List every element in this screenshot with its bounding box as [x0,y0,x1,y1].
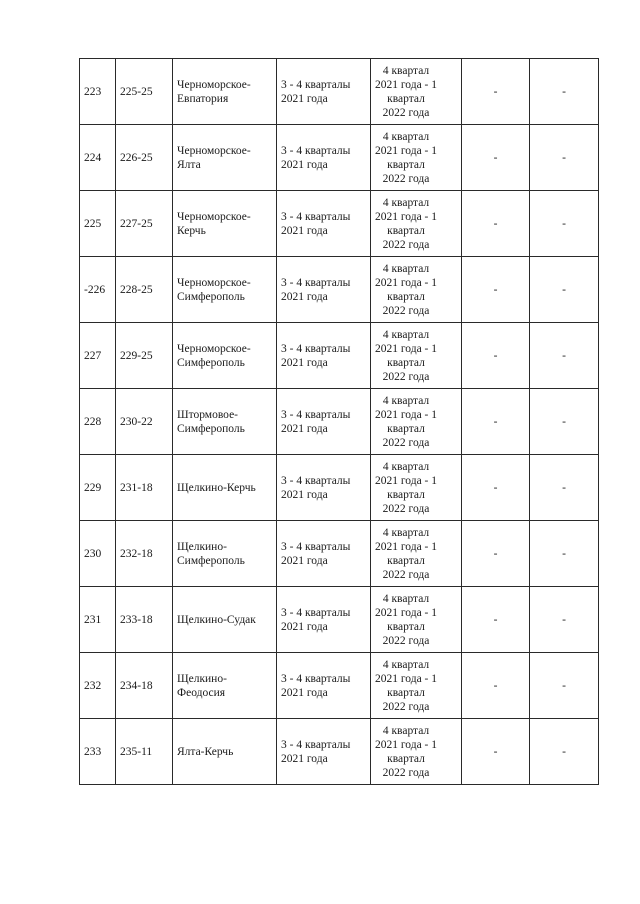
term-cell [371,125,462,191]
row-number-cell: 227 [80,323,116,389]
period-text: 3 - 4 кварталы 2021 года [281,78,351,105]
period-text: 3 - 4 кварталы 2021 года [281,672,351,699]
period-text: 3 - 4 кварталы 2021 года [281,540,351,567]
table-row [80,323,599,389]
route-code-cell: 228-25 [116,257,173,323]
term-text: 4 квартал 2021 года - 1 квартал 2022 года [375,658,438,713]
term-cell [371,653,462,719]
term-text: 4 квартал 2021 года - 1 квартал 2022 года [375,130,438,185]
term-cell [371,389,462,455]
table-row [80,455,599,521]
term-text: 4 квартал 2021 года - 1 квартал 2022 года [375,262,438,317]
row-number-cell: 232 [80,653,116,719]
column-7-cell: - [530,191,599,257]
column-7-cell: - [530,455,599,521]
term-cell [371,323,462,389]
column-7-cell: - [530,521,599,587]
route-code-cell: 227-25 [116,191,173,257]
row-number-cell: 224 [80,125,116,191]
table-row [80,521,599,587]
column-6-cell: - [462,59,530,125]
term-text: 4 квартал 2021 года - 1 квартал 2022 года [375,394,438,449]
period-text: 3 - 4 кварталы 2021 года [281,408,351,435]
column-6-cell: - [462,323,530,389]
table-row [80,719,599,785]
route-name-cell: Щелкино-Керчь [173,455,277,521]
route-code-cell: 235-11 [116,719,173,785]
table-row [80,257,599,323]
route-code-cell: 232-18 [116,521,173,587]
period-cell [277,719,371,785]
period-text: 3 - 4 кварталы 2021 года [281,342,351,369]
period-text: 3 - 4 кварталы 2021 года [281,144,351,171]
route-name-cell: Черноморское-Керчь [173,191,277,257]
column-6-cell: - [462,521,530,587]
column-7-cell: - [530,125,599,191]
term-text: 4 квартал 2021 года - 1 квартал 2022 года [375,724,438,779]
route-code-cell: 225-25 [116,59,173,125]
term-text: 4 квартал 2021 года - 1 квартал 2022 года [375,460,438,515]
period-text: 3 - 4 кварталы 2021 года [281,738,351,765]
column-7-cell: - [530,389,599,455]
routes-table [79,58,599,785]
term-text: 4 квартал 2021 года - 1 квартал 2022 года [375,328,438,383]
route-name-cell: Ялта-Керчь [173,719,277,785]
column-7-cell: - [530,653,599,719]
route-name-cell: Штормовое-Симферополь [173,389,277,455]
term-cell [371,455,462,521]
row-number-cell: 231 [80,587,116,653]
route-name-cell: Щелкино-Феодосия [173,653,277,719]
term-cell [371,59,462,125]
term-cell [371,257,462,323]
period-cell [277,455,371,521]
table-row [80,653,599,719]
route-code-cell: 226-25 [116,125,173,191]
table-row [80,59,599,125]
term-cell [371,719,462,785]
row-number-cell: 229 [80,455,116,521]
period-text: 3 - 4 кварталы 2021 года [281,276,351,303]
period-text: 3 - 4 кварталы 2021 года [281,606,351,633]
row-number-cell: 233 [80,719,116,785]
period-cell [277,191,371,257]
row-number-cell: 225 [80,191,116,257]
column-6-cell: - [462,389,530,455]
column-6-cell: - [462,257,530,323]
period-cell [277,587,371,653]
route-code-cell: 233-18 [116,587,173,653]
period-cell [277,389,371,455]
period-cell [277,521,371,587]
column-7-cell: - [530,257,599,323]
column-6-cell: - [462,125,530,191]
period-text: 3 - 4 кварталы 2021 года [281,474,351,501]
term-cell [371,521,462,587]
route-name-cell: Черноморское-Евпатория [173,59,277,125]
term-text: 4 квартал 2021 года - 1 квартал 2022 года [375,196,438,251]
period-cell [277,653,371,719]
term-text: 4 квартал 2021 года - 1 квартал 2022 года [375,64,438,119]
term-cell [371,587,462,653]
term-text: 4 квартал 2021 года - 1 квартал 2022 года [375,592,438,647]
column-6-cell: - [462,653,530,719]
period-text: 3 - 4 кварталы 2021 года [281,210,351,237]
route-code-cell: 234-18 [116,653,173,719]
column-6-cell: - [462,191,530,257]
table-row [80,125,599,191]
column-6-cell: - [462,455,530,521]
period-cell [277,257,371,323]
route-code-cell: 229-25 [116,323,173,389]
route-name-cell: Черноморское-Симферополь [173,323,277,389]
route-name-cell: Щелкино-Симферополь [173,521,277,587]
table-row [80,191,599,257]
period-cell [277,323,371,389]
column-6-cell: - [462,587,530,653]
route-name-cell: Черноморское-Ялта [173,125,277,191]
table-row [80,587,599,653]
row-number-cell: 228 [80,389,116,455]
row-number-cell: -226 [80,257,116,323]
route-name-cell: Черноморское-Симферополь [173,257,277,323]
routes-table-body [80,59,599,785]
row-number-cell: 230 [80,521,116,587]
route-name-cell: Щелкино-Судак [173,587,277,653]
column-7-cell: - [530,323,599,389]
route-code-cell: 231-18 [116,455,173,521]
term-cell [371,191,462,257]
period-cell [277,59,371,125]
column-7-cell: - [530,59,599,125]
column-6-cell: - [462,719,530,785]
column-7-cell: - [530,719,599,785]
term-text: 4 квартал 2021 года - 1 квартал 2022 года [375,526,438,581]
column-7-cell: - [530,587,599,653]
table-row [80,389,599,455]
period-cell [277,125,371,191]
route-code-cell: 230-22 [116,389,173,455]
row-number-cell: 223 [80,59,116,125]
